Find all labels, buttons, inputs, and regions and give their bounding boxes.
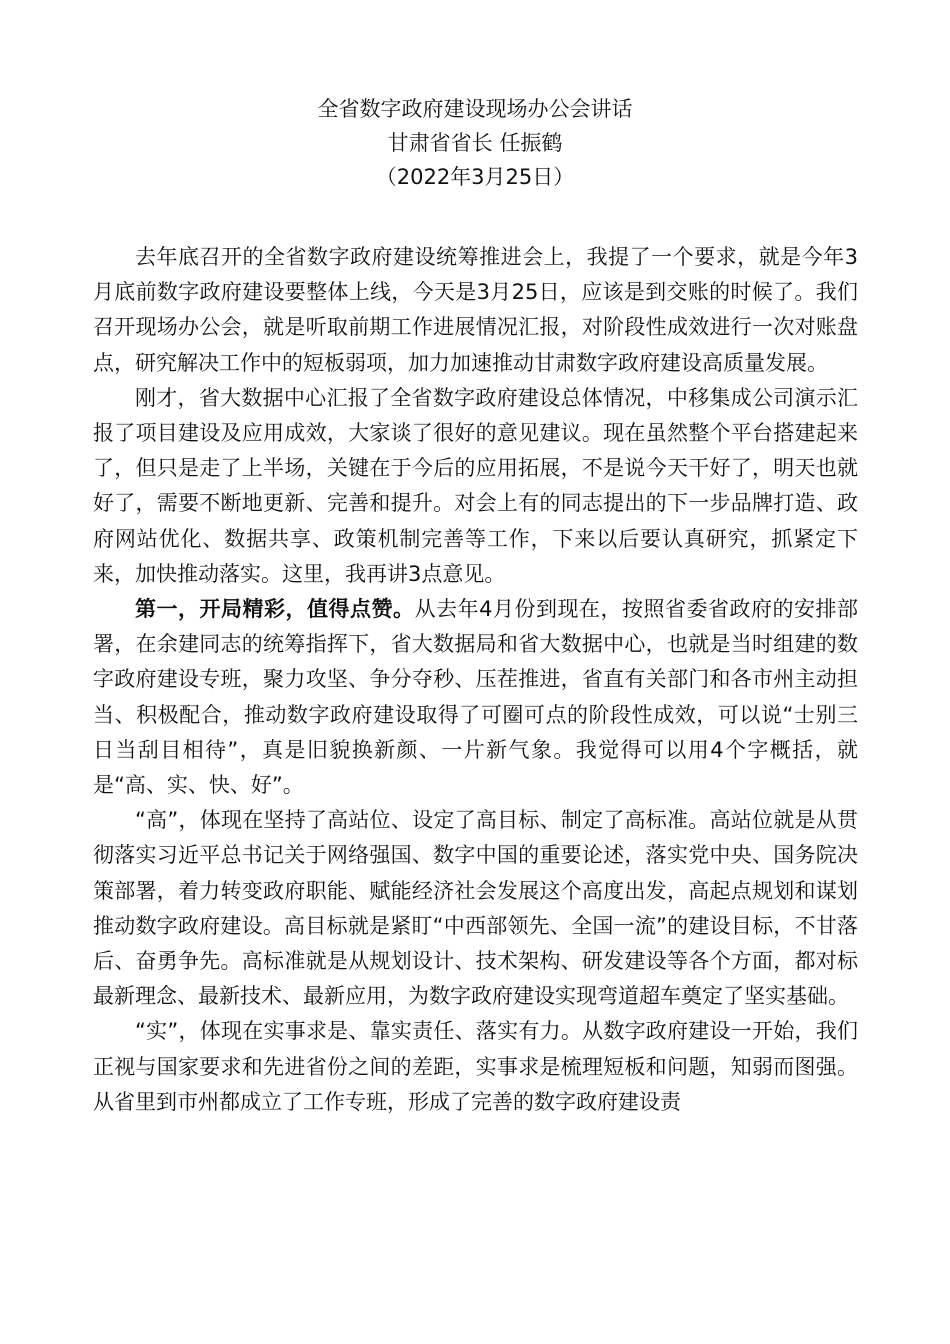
- paragraph-text: 去年底召开的全省数字政府建设统筹推进会上，我提了一个要求，就是今年3月底前数字政府建设要整体上线，今天是3月25日，应该是到交账的时候了。我们召开现场办公会，就是听取前期工作进展情况汇报，对阶段性成效进行一次对账盘点，研究解决工作中的短板弱项，加力加速推动甘肃数字政府建设高质量发展。: [93, 245, 858, 375]
- paragraph-text: 刚才，省大数据中心汇报了全省数字政府建设总体情况，中移集成公司演示汇报了项目建设及应用成效，大家谈了很好的意见建议。现在虽然整个平台搭建起来了，但只是走了上半场，关键在于今后的应用拓展，不是说今天干好了，明天也就好了，需要不断地更新、完善和提升。对会上有的同志提出的下一步品牌打造、政府网站优化、数据共享、政策机制完善等工作，下来以后要认真研究，抓紧定下来，加快推动落实。这里，我再讲3点意见。: [93, 385, 858, 586]
- paragraph-text: “高”，体现在坚持了高站位、设定了高目标、制定了高标准。高站位就是从贯彻落实习近平总书记关于网络强国、数字中国的重要论述，落实党中央、国务院决策部署，着力转变政府职能、赋能经济社会发展这个高度出发，高起点规划和谋划推动数字政府建设。高目标就是紧盯“中西部领先、全国一流”的建设目标，不甘落后、奋勇争先。高标准就是从规划设计、技术架构、研发建设等各个方面，都对标最新理念、最新技术、最新应用，为数字政府建设实现弯道超车奠定了坚实基础。: [93, 808, 858, 1009]
- paragraph-1: [93, 240, 858, 381]
- paragraph-text: 从去年4月份到现在，按照省委省政府的安排部署，在余建同志的统筹指挥下，省大数据局和省大数据中心，也就是当时组建的数字政府建设专班，聚力攻坚、争分夺秒、压茬推进，省直有关部门和各市州主动担当、积极配合，推动数字政府建设取得了可圈可点的阶段性成效，可以说“士别三日当刮目相待”，真是旧貌换新颜、一片新气象。我觉得可以用4个字概括，就是“高、实、快、好”。: [93, 597, 859, 798]
- paragraph-2: [93, 381, 858, 592]
- section-heading-first: 第一，开局精彩，值得点赞。: [135, 597, 415, 622]
- document-body: [93, 240, 858, 1120]
- paragraph-5: [93, 1014, 858, 1120]
- speaker-line: 甘肃省省长 任振鹤: [387, 131, 563, 155]
- document-header: [0, 92, 950, 194]
- date-line: （2022年3月25日）: [375, 165, 575, 189]
- paragraph-text: “实”，体现在实事求是、靠实责任、落实有力。从数字政府建设一开始，我们正视与国家要求和先进省份之间的差距，实事求是梳理短板和问题，知弱而图强。从省里到市州都成立了工作专班，形成了完善的数字政府建设责: [93, 1019, 858, 1114]
- document-title: 全省数字政府建设现场办公会讲话: [317, 97, 633, 121]
- paragraph-3: [93, 592, 858, 803]
- paragraph-4: [93, 803, 858, 1014]
